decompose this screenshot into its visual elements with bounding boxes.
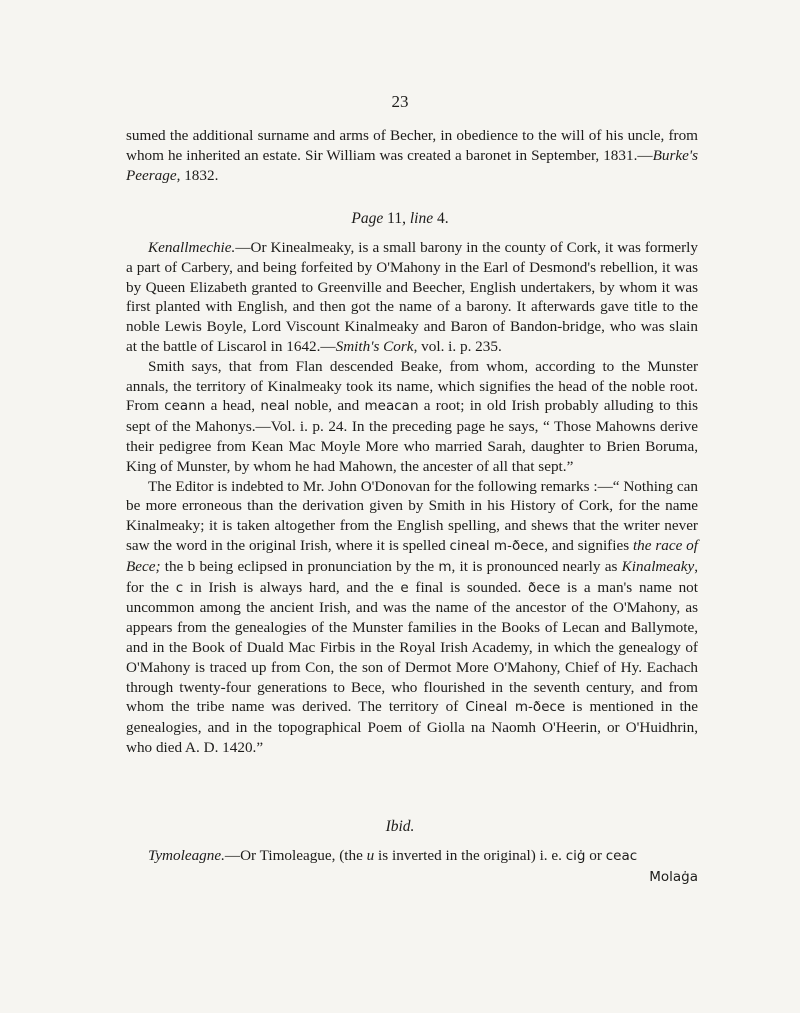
paragraph: sumed the additional surname and arms of Becher, in obedience to the will of his uncle, from whom he inherited an estate. Sir William was created a baronet in September, 1831.—Burke's Peerage, 1832. bbox=[126, 127, 698, 184]
paragraph: Tymoleagne.—Or Timoleague, (the u is inverted in the original) i. e. ciġ or ceac bbox=[148, 847, 638, 864]
section-heading-ibid: Ibid. bbox=[385, 818, 415, 835]
entry-term: Tymoleagne. bbox=[148, 847, 225, 864]
paragraph: Kenallmechie.—Or Kinealmeaky, is a small barony in the county of Cork, it was formerly a part of Carbery, and being forfeited by O'Mahony in the Earl of Desmond's rebellion, it was by Queen Elizabeth granted to Greenville and Beecher, English undertakers, by whom it was first planted with English, and then got the name of a barony. It afterwards gave title to the noble Lewis Boyle, Lord Viscount Kinalmeaky and Baron of Bandon-bridge, who was slain at the battle of Liscarol in 1642.—Smith's Cork, vol. i. p. 235. bbox=[126, 239, 698, 355]
section-tymoleagne bbox=[126, 846, 698, 888]
section-continuation bbox=[126, 126, 698, 185]
paragraph: Smith says, that from Flan descended Beake, from whom, according to the Munster annals, the territory of Kinalmeaky took its name, which signifies the head of the noble root. From ceann a head, neal noble, and meacan a root; in old Irish probably alluding to this sept of the Mahonys.—Vol. i. p. 24. In the preceding page he says, “ Those Mahowns derive their pedigree from Kean Mac Moyle More who married Sarah, daughter to Brien Boruma, King of Munster, by whom he had Mahown, the ancester of all that sept.” bbox=[126, 357, 698, 475]
entry-term: Kenallmechie. bbox=[148, 239, 236, 256]
paragraph: The Editor is indebted to Mr. John O'Donovan for the following remarks :—“ Nothing can be more erroneous than the derivation given by Smith in his History of Cork, for the name Kinalmeaky; it is taken altogether from the English spelling, and shews that the writer never saw the word in the original Irish, where it is spelled cineal m-ðece, and signifies the race of Bece; the b being eclipsed in pronunciation by the m, it is pronounced nearly as Kinalmeaky, for the c in Irish is always hard, and the e final is sounded. ðece is a man's name not uncommon among the ancient Irish, and was the name of the ancestor of the O'Mahony, as appears from the genealogies of the Munster families in the Books of Lecan and Ballymote, and in the Book of Duald Mac Firbis in the Royal Irish Academy, in which the genealogy of O'Mahony is traced up from Con, the son of Dermot More O'Mahony, Chief of Hy. Eachach through twenty-four generations to Bece, who flourished in the seventh century, and from whom the tribe name was derived. The territory of Cineal m-ðece is mentioned in the genealogies, and in the topographical Poem of Giolla na Naomh O'Heerin, or O'Huidhrin, who died A. D. 1420.” bbox=[126, 477, 699, 756]
citation: Burke's Peerage bbox=[126, 146, 698, 184]
section-kenallmechie bbox=[126, 238, 698, 758]
paragraph-end: Molaġa bbox=[649, 868, 698, 885]
citation: Smith's Cork bbox=[335, 337, 414, 355]
section-heading: Page 11, line 4. bbox=[351, 210, 449, 227]
page-number: 23 bbox=[391, 92, 409, 111]
